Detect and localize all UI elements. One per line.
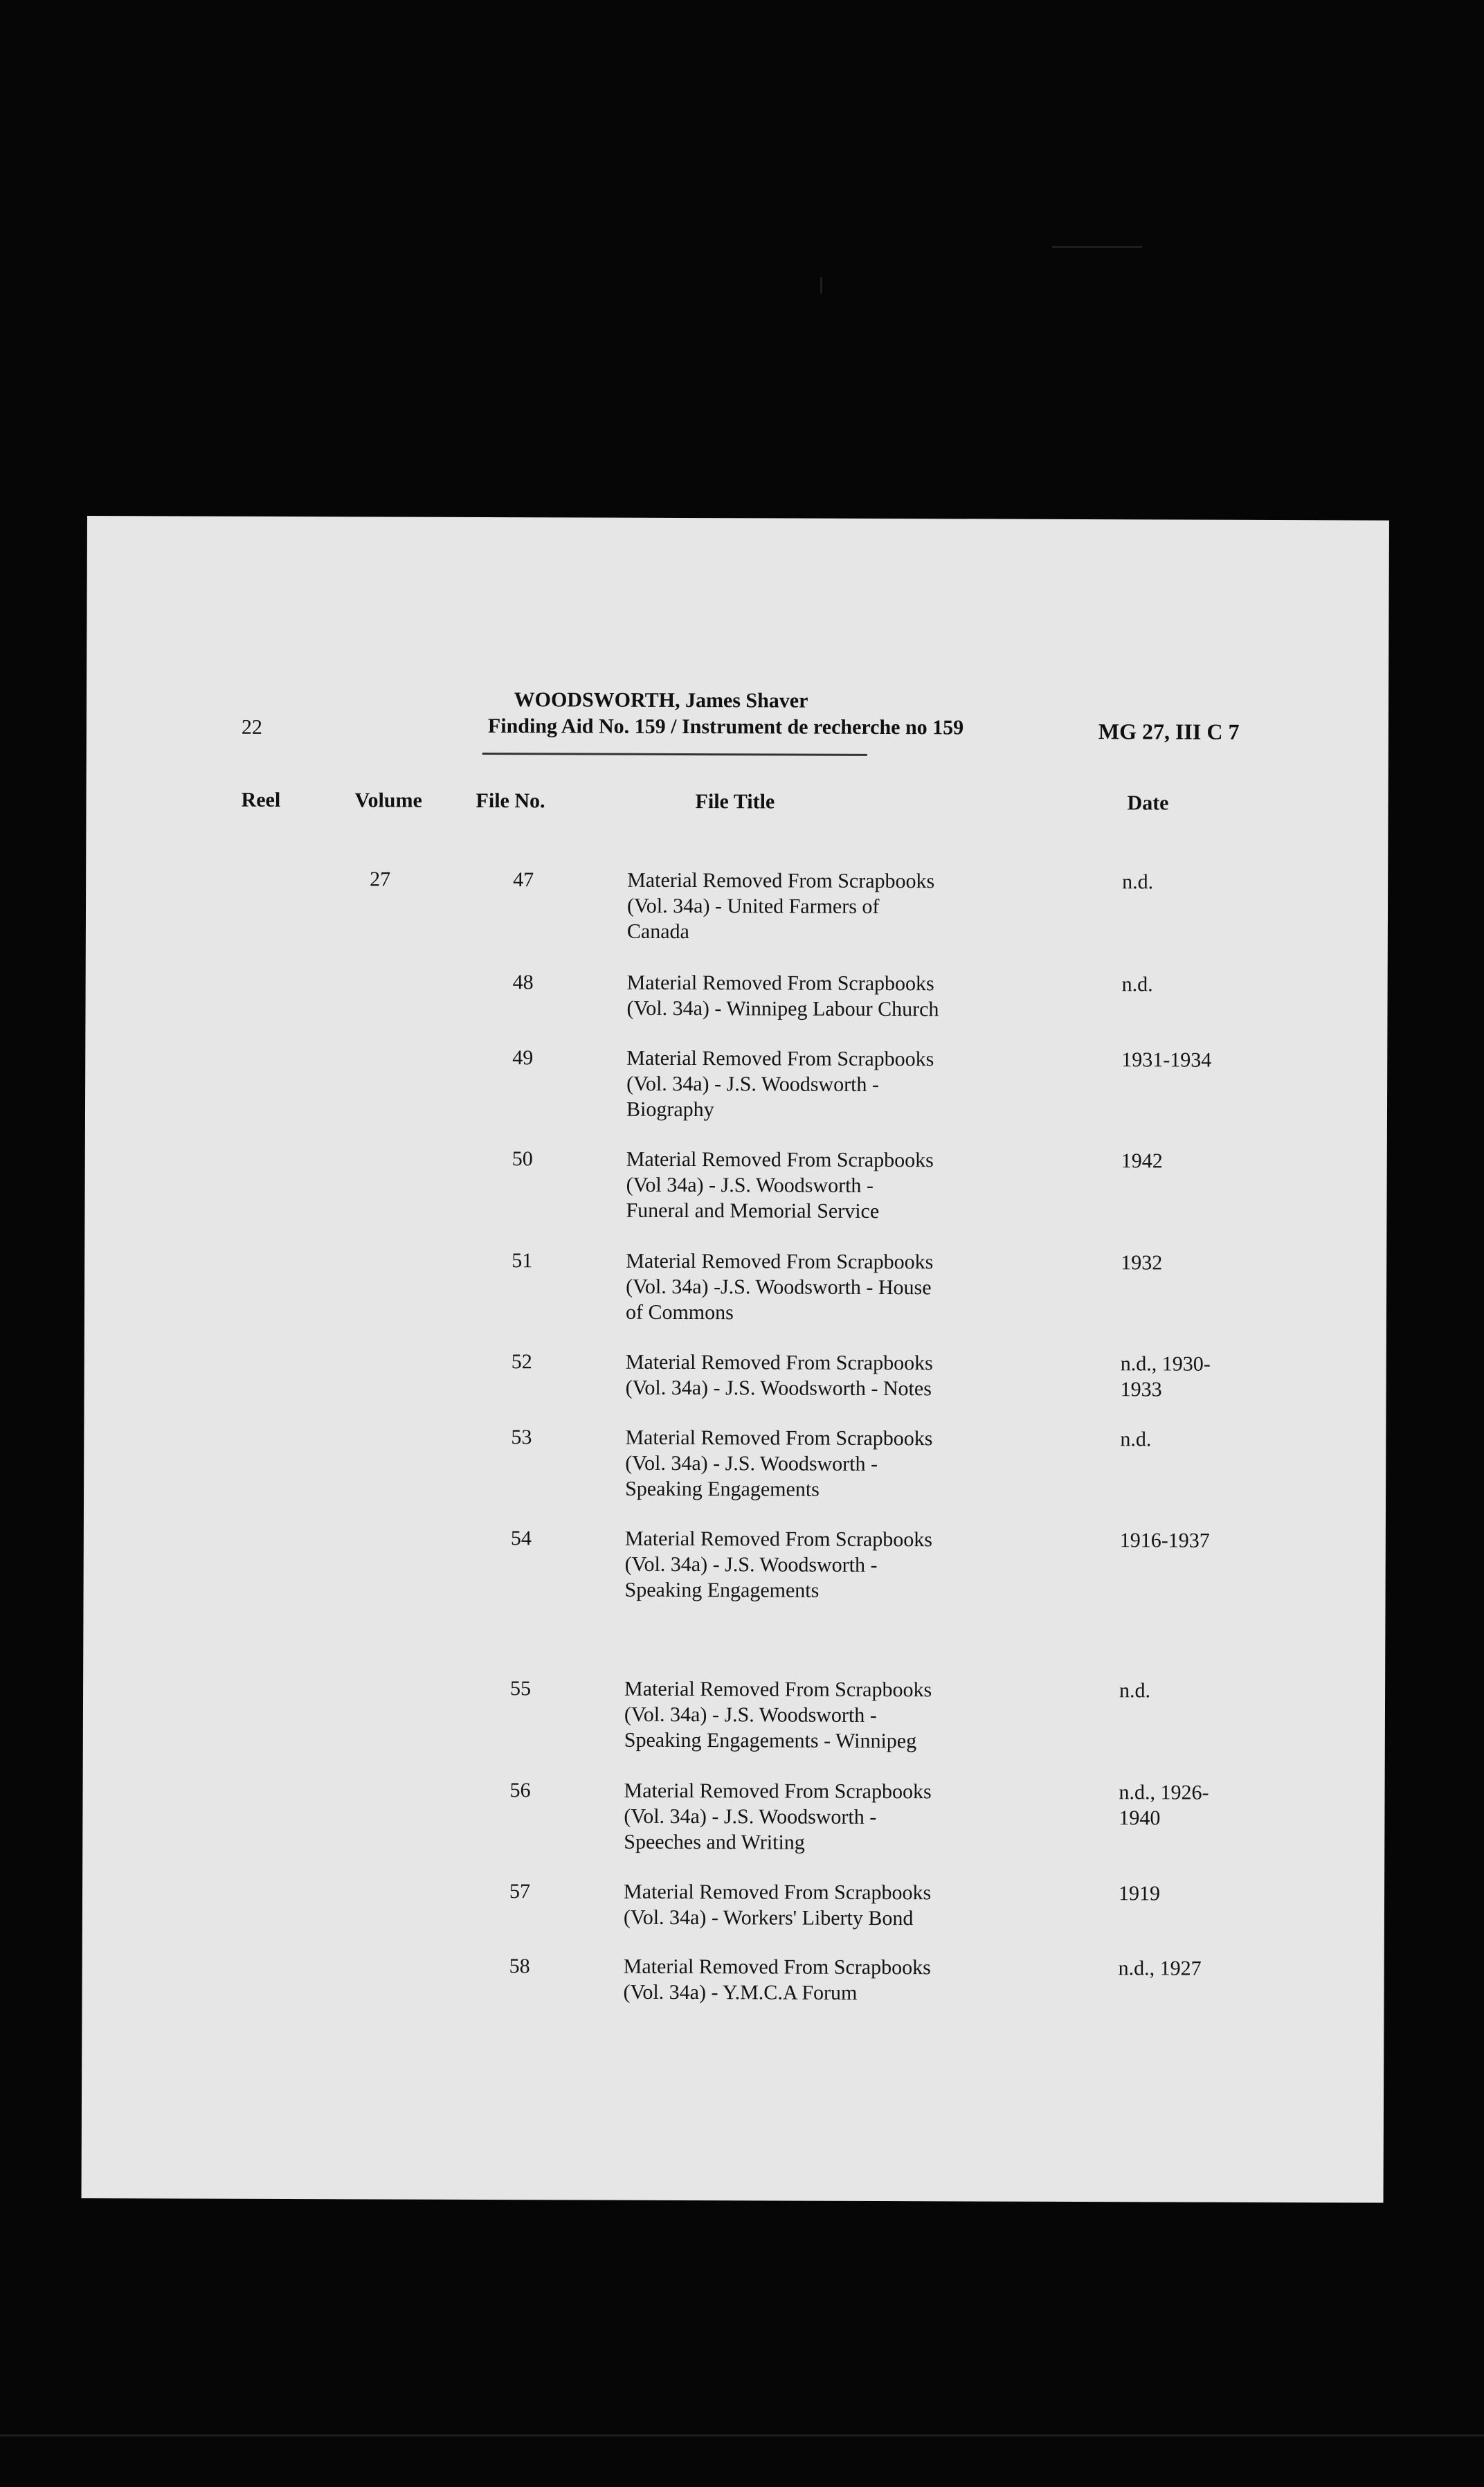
file-title-line: Material Removed From Scrapbooks: [626, 1046, 934, 1071]
file-title-line: (Vol. 34a) - Workers' Liberty Bond: [623, 1905, 914, 1930]
file-number-cell: 58: [509, 1955, 530, 1978]
date-cell: 1932: [1121, 1251, 1163, 1275]
header-rule: [482, 753, 867, 756]
file-title-line: Speaking Engagements - Winnipeg: [624, 1728, 917, 1753]
file-title-line: (Vol 34a) - J.S. Woodsworth -: [626, 1173, 874, 1197]
file-title-line: (Vol. 34a) - J.S. Woodsworth -: [624, 1552, 878, 1577]
file-title-line: (Vol. 34a) - United Farmers of: [626, 894, 880, 918]
file-title-line: Material Removed From Scrapbooks: [624, 1779, 932, 1804]
file-number-cell: 50: [512, 1147, 533, 1171]
column-header-volume: Volume: [354, 789, 422, 812]
file-title-line: Material Removed From Scrapbooks: [626, 1147, 934, 1172]
date-cell: 1940: [1119, 1806, 1161, 1830]
file-number-cell: 47: [513, 868, 534, 892]
file-number-cell: 49: [512, 1046, 534, 1070]
file-title-line: Material Removed From Scrapbooks: [624, 1880, 932, 1905]
column-header-file-title: File Title: [695, 790, 775, 814]
column-header-file-no: File No.: [476, 789, 545, 813]
file-title-line: Material Removed From Scrapbooks: [623, 1955, 931, 1979]
file-title-line: (Vol. 34a) - J.S. Woodsworth -: [626, 1072, 880, 1096]
date-cell: 1916-1937: [1119, 1529, 1210, 1552]
page-number: 22: [241, 715, 262, 739]
file-title-line: Material Removed From Scrapbooks: [625, 1350, 933, 1375]
file-title-line: Speaking Engagements: [624, 1578, 820, 1602]
scan-mark: [820, 277, 822, 294]
file-number-cell: 52: [511, 1350, 532, 1374]
file-number-cell: 55: [510, 1677, 532, 1700]
file-title-line: Canada: [626, 919, 689, 944]
file-title-line: (Vol. 34a) - J.S. Woodsworth - Notes: [625, 1376, 932, 1401]
file-title-line: Funeral and Memorial Service: [626, 1198, 880, 1223]
date-cell: n.d., 1927: [1118, 1957, 1202, 1980]
file-number-cell: 53: [511, 1426, 532, 1449]
file-title-line: Material Removed From Scrapbooks: [627, 868, 935, 893]
file-title-line: (Vol. 34a) - J.S. Woodsworth -: [624, 1703, 877, 1727]
file-title-line: (Vol. 34a) - J.S. Woodsworth -: [625, 1451, 878, 1475]
file-title-line: (Vol. 34a) - Y.M.C.A Forum: [623, 1980, 858, 2004]
volume-cell: 27: [370, 868, 391, 891]
date-cell: n.d.: [1121, 973, 1153, 996]
file-title-line: Material Removed From Scrapbooks: [624, 1677, 932, 1702]
file-title-line: (Vol. 34a) - J.S. Woodsworth -: [624, 1804, 877, 1829]
column-header-reel: Reel: [241, 788, 281, 811]
file-title-line: Material Removed From Scrapbooks: [626, 971, 934, 996]
date-cell: n.d., 1930-: [1120, 1352, 1211, 1376]
date-cell: n.d., 1926-: [1119, 1781, 1209, 1804]
file-title-line: Material Removed From Scrapbooks: [625, 1426, 933, 1451]
file-title-line: (Vol. 34a) - Winnipeg Labour Church: [626, 996, 939, 1021]
document-title-block: [487, 687, 964, 741]
file-title-line: Material Removed From Scrapbooks: [624, 1527, 932, 1552]
document-page: [82, 516, 1389, 2203]
file-title-line: Biography: [626, 1097, 714, 1122]
date-cell: n.d.: [1119, 1679, 1151, 1703]
file-title-line: (Vol. 34a) -J.S. Woodsworth - House: [626, 1275, 932, 1300]
file-number-cell: 54: [510, 1527, 532, 1550]
file-title-line: of Commons: [625, 1300, 734, 1325]
file-number-cell: 57: [509, 1880, 531, 1903]
date-cell: n.d.: [1120, 1428, 1152, 1451]
date-cell: n.d.: [1122, 870, 1154, 894]
date-cell: 1933: [1120, 1378, 1162, 1401]
scan-mark: [1052, 246, 1142, 248]
reference-number: MG 27, III C 7: [1098, 719, 1240, 744]
file-number-cell: 51: [512, 1249, 533, 1273]
scan-mark: [0, 2434, 1484, 2436]
file-title-line: Speaking Engagements: [625, 1477, 820, 1501]
document-title: WOODSWORTH, James Shaver: [514, 688, 808, 712]
date-cell: 1931-1934: [1121, 1048, 1212, 1072]
finding-aid-line: Finding Aid No. 159 / Instrument de recherche no 159: [487, 715, 964, 739]
date-cell: 1919: [1119, 1882, 1161, 1905]
column-header-date: Date: [1127, 791, 1169, 815]
file-title-line: Material Removed From Scrapbooks: [626, 1249, 934, 1274]
file-title-line: Speeches and Writing: [624, 1830, 805, 1854]
date-cell: 1942: [1121, 1149, 1163, 1173]
file-number-cell: 48: [512, 971, 534, 994]
file-number-cell: 56: [509, 1779, 531, 1802]
